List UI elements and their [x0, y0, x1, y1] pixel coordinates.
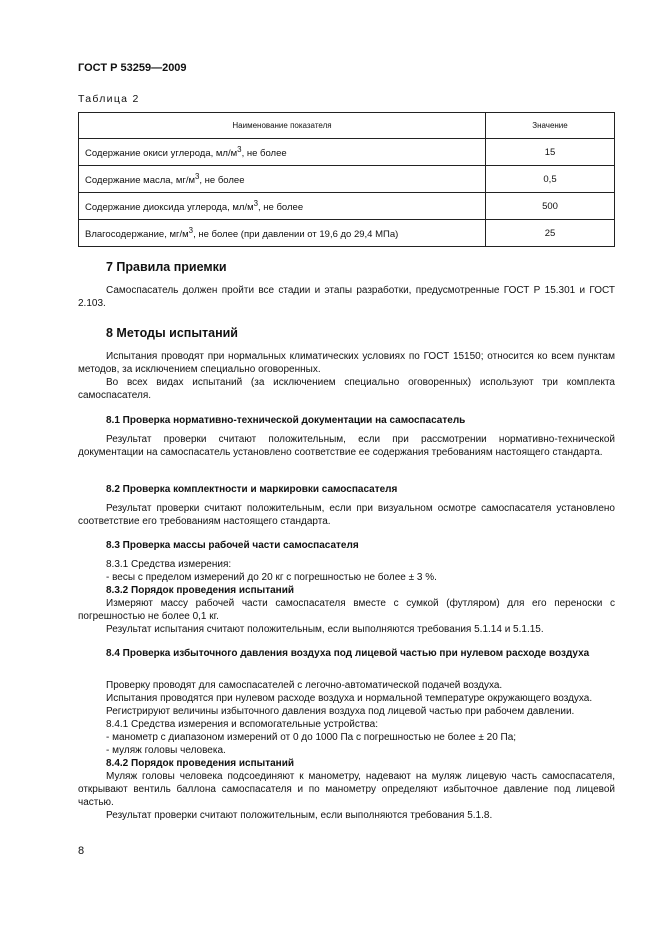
section-8-3-2-title: 8.3.2 Порядок проведения испытаний	[106, 585, 294, 596]
column-header-name: Наименование показателя	[79, 113, 486, 139]
indicator-value: 25	[486, 220, 615, 247]
table-caption: Таблица 2	[78, 93, 140, 105]
section-7-body: Самоспасатель должен пройти все стадии и этапы разработки, предусмотренные ГОСТ Р 15.301 и ГОСТ 2.103.	[78, 285, 615, 309]
indicator-value: 15	[486, 139, 615, 166]
table-row	[79, 166, 615, 193]
table-row	[79, 220, 615, 247]
table-row	[79, 193, 615, 220]
indicator-name: Влагосодержание, $мг/м^3$, не более (при давлении от 19,6 до 29,4 МПа)	[79, 220, 486, 247]
indicator-name: Содержание окиси углерода, $мл/м^3$, не более	[79, 139, 486, 166]
column-header-value: Значение	[486, 113, 615, 139]
section-8-3-body: 8.3.1 Средства измерения: - весы с пределом измерений до 20 кг с погрешностью не более ± 3 %. 8.3.2 Порядок проведения испытаний Измеряют массу рабочей части самоспасателя вместе с сумкой (футляром) для его переноски с погрешностью не более 0,1 кг. Результат испытания считают положительным, если выполняются требования 5.1.14 и 5.1.15.	[78, 559, 615, 635]
indicator-value: 0,5	[486, 166, 615, 193]
section-8-body: Испытания проводят при нормальных климатических условиях по ГОСТ 15150; относится ко всем пунктам методов, за исключением специально оговоренных. Во всех видах испытаний (за исключением специально оговоренных) используют три комплекта самоспасателя.	[78, 351, 615, 401]
table-row	[79, 139, 615, 166]
section-8-3-title: 8.3 Проверка массы рабочей части самоспасателя	[106, 540, 359, 551]
table-header-row	[79, 113, 615, 139]
section-8-1-body: Результат проверки считают положительным, если при рассмотрении нормативно-технической документации на самоспасатель установлено соответствие ее содержания требованиям настоящего стандарта.	[78, 434, 615, 458]
section-8-2-body: Результат проверки считают положительным, если при визуальном осмотре самоспасателя установлено соответствие его требованиям настоящего стандарта.	[78, 503, 615, 527]
section-8-4-body: Проверку проводят для самоспасателей с легочно-автоматической подачей воздуха. Испытания проводятся при нулевом расходе воздуха и нормальной температуре окружающего воздуха. Регистрируют величины избыточного давления воздуха под лицевой частью при рабочем давлении. 8.4.1 Средства измерения и вспомогательные устройства: - манометр с диапазоном измерений от 0 до 1000 Па с погрешностью не более ± 20 Па; - муляж головы человека. 8.4.2 Порядок проведения испытаний Муляж головы человека подсоединяют к манометру, надевают на муляж лицевую часть самоспасателя, открывают вентиль баллона самоспасателя и по манометру определяют избыточное давление под лицевой частью. Результат проверки считают положительным, если выполняются требования 5.1.8.	[78, 680, 615, 821]
section-7-title: 7 Правила приемки	[106, 260, 227, 274]
section-8-4-2-title: 8.4.2 Порядок проведения испытаний	[106, 758, 294, 769]
indicator-value: 500	[486, 193, 615, 220]
section-8-1-title: 8.1 Проверка нормативно-технической документации на самоспасатель	[106, 415, 466, 426]
section-8-2-title: 8.2 Проверка комплектности и маркировки самоспасателя	[106, 484, 398, 495]
document-id: ГОСТ Р 53259—2009	[78, 62, 187, 74]
page-number: 8	[78, 845, 85, 857]
indicator-name: Содержание масла, $мг/м^3$, не более	[79, 166, 486, 193]
section-8-4-title: 8.4 Проверка избыточного давления воздуха под лицевой частью при нулевом расходе воздуха	[106, 648, 590, 659]
indicators-table	[78, 112, 615, 247]
indicator-name: Содержание диоксида углерода, $мл/м^3$, не более	[79, 193, 486, 220]
section-8-title: 8 Методы испытаний	[106, 326, 238, 340]
